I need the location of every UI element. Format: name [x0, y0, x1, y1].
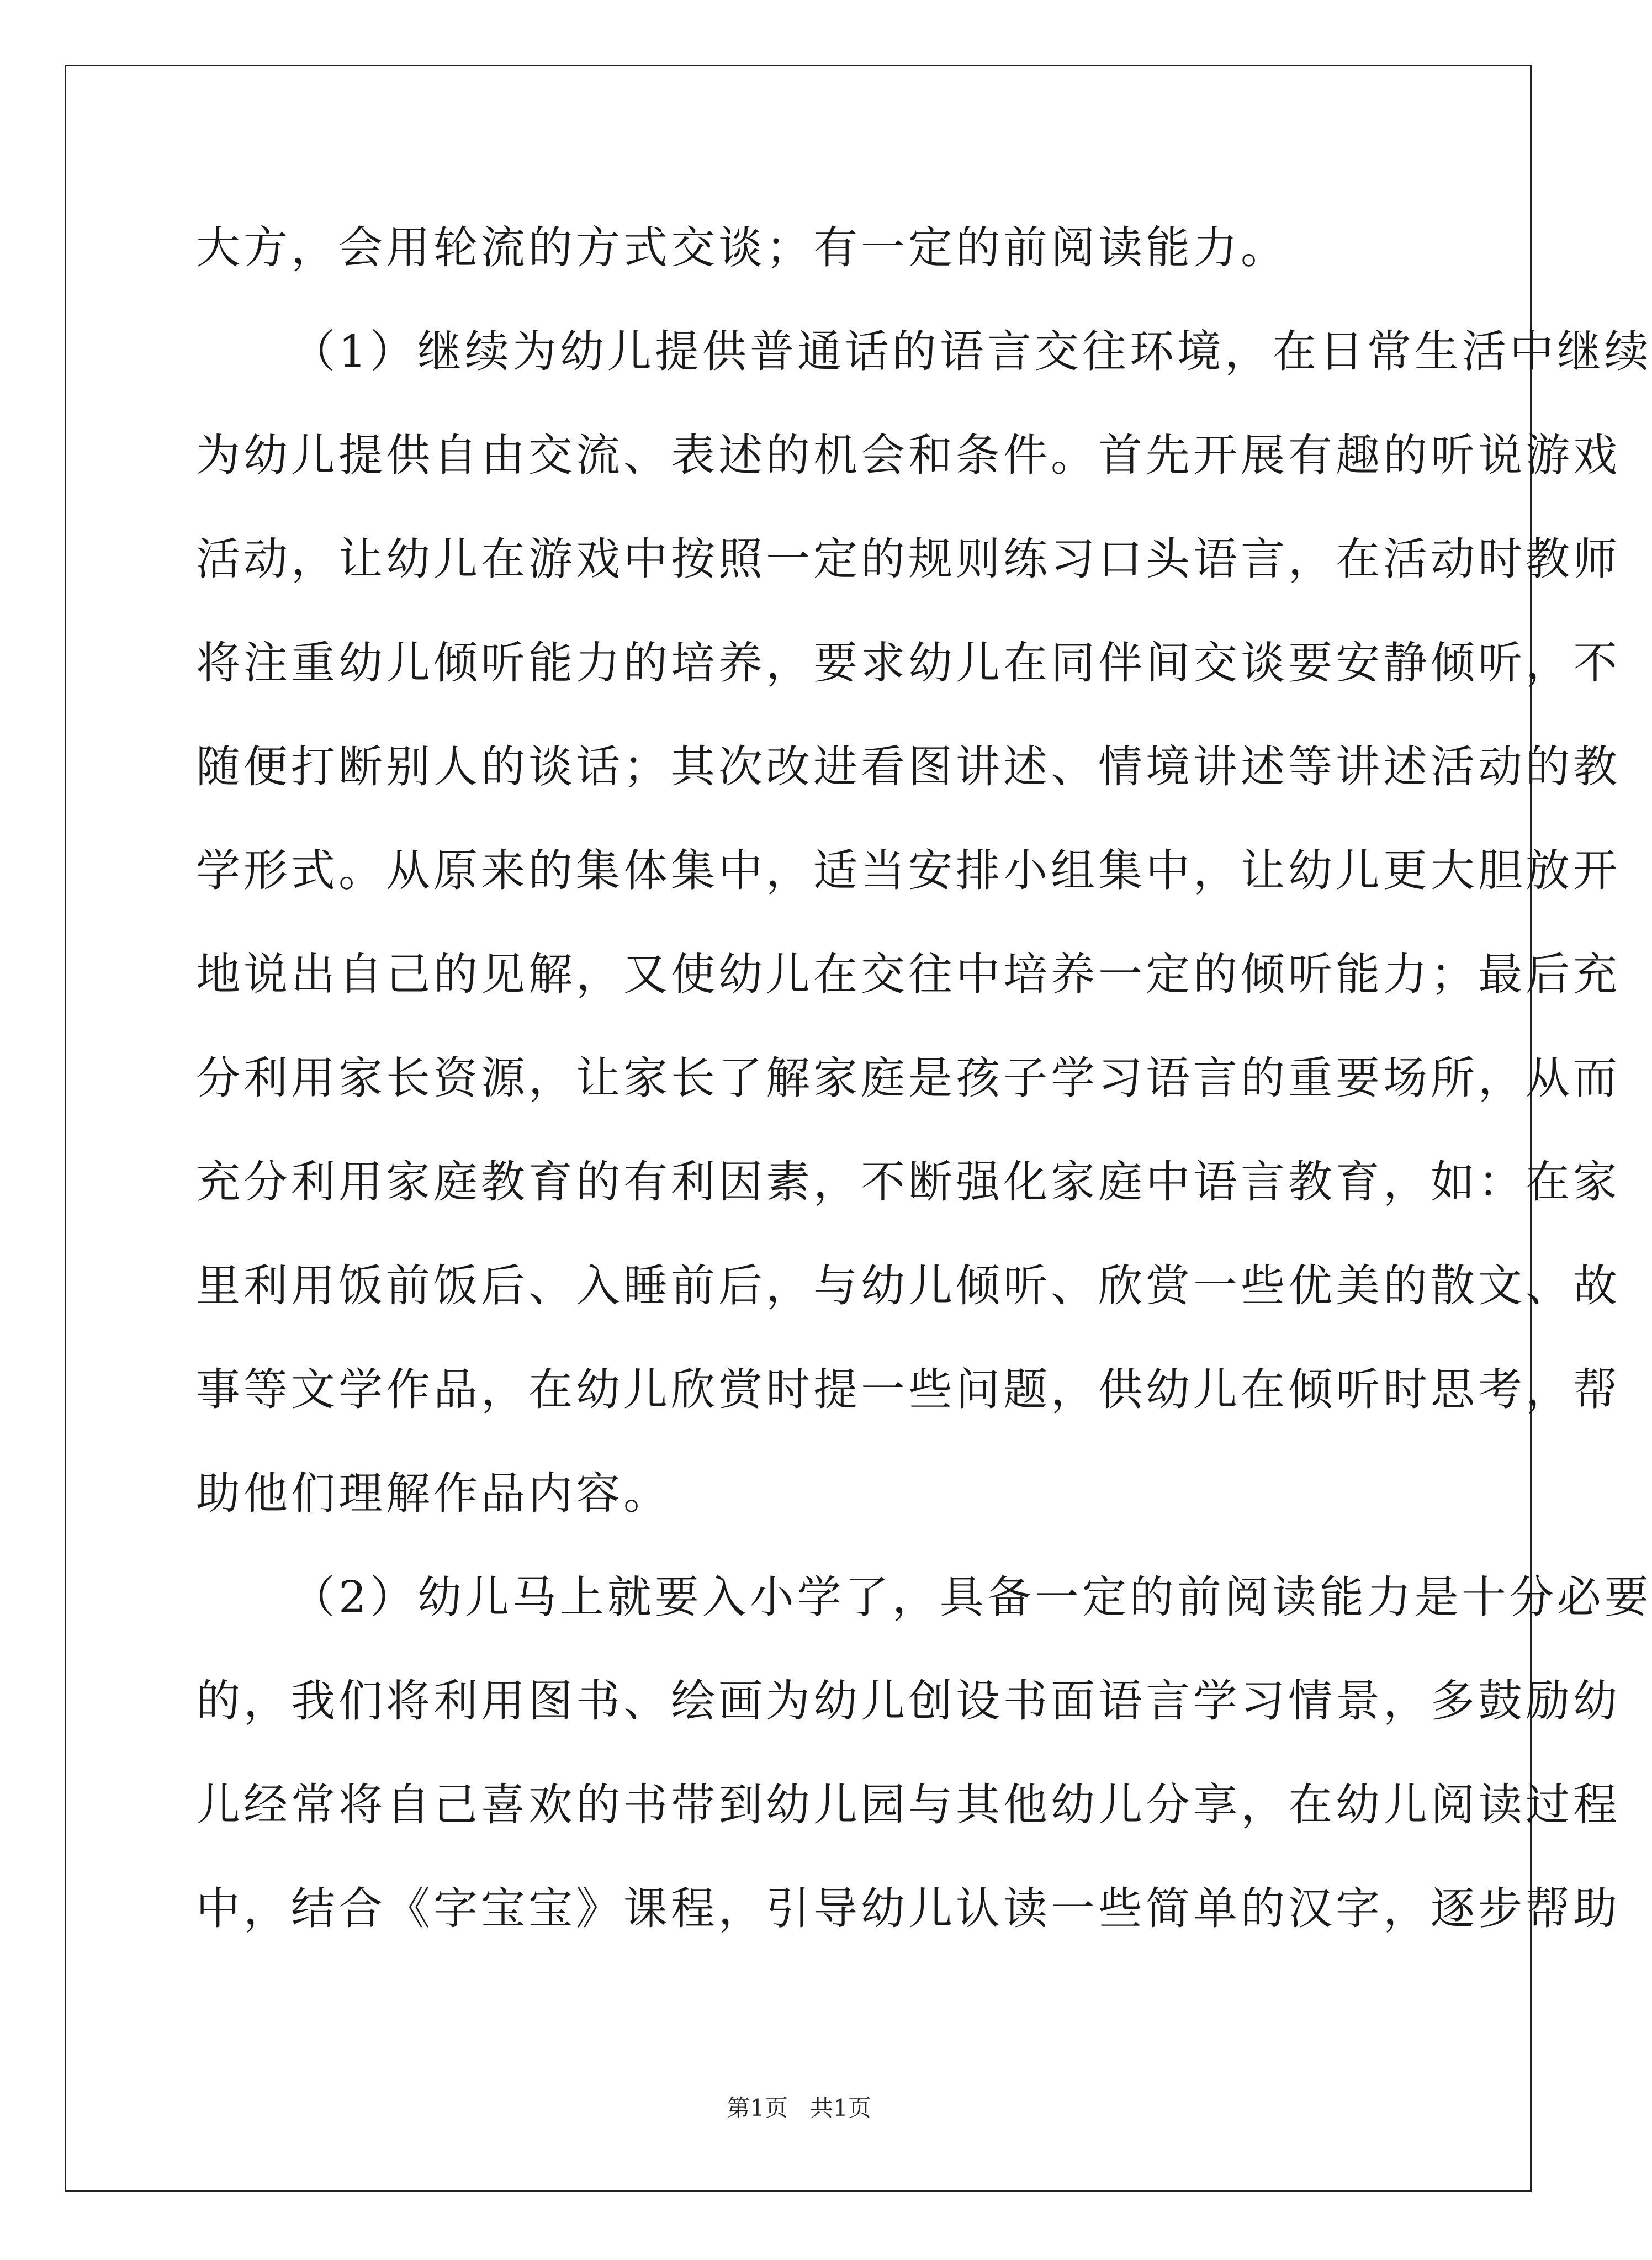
- text-line: 儿 经 常 将 自 己 喜 欢 的 书 带 到 幼 儿 园 与 其 他 幼 儿 分 享 ， 在 幼 儿 阅 读 过 程: [196, 1779, 1621, 1830]
- text-line: 学 形 式 。 从 原 来 的 集 体 集 中 ， 适 当 安 排 小 组 集 中 ， 让 幼 儿 更 大 胆 放 开: [196, 845, 1621, 896]
- text-line: 地 说 出 自 己 的 见 解 ， 又 使 幼 儿 在 交 往 中 培 养 一 定 的 倾 听 能 力 ； 最 后 充: [196, 949, 1621, 1000]
- text-line: 分 利 用 家 长 资 源 ， 让 家 长 了 解 家 庭 是 孩 子 学 习 语 言 的 重 要 场 所 ， 从 而: [196, 1052, 1621, 1104]
- document-body: [196, 196, 1652, 1961]
- text-line: 活 动 ， 让 幼 儿 在 游 戏 中 按 照 一 定 的 规 则 练 习 口 头 语 言 ， 在 活 动 时 教 师: [196, 533, 1621, 585]
- text-line: 将 注 重 幼 儿 倾 听 能 力 的 培 养 ， 要 求 幼 儿 在 同 伴 间 交 谈 要 安 静 倾 听 ， 不: [196, 637, 1621, 689]
- text-line: 的 ， 我 们 将 利 用 图 书 、 绘 画 为 幼 儿 创 设 书 面 语 言 学 习 情 景 ， 多 鼓 励 幼: [196, 1675, 1621, 1727]
- text-line: 大方，会用轮流的方式交谈；有一定的前阅读能力。: [196, 222, 1288, 273]
- text-line: 充 分 利 用 家 庭 教 育 的 有 利 因 素 ， 不 断 强 化 家 庭 中 语 言 教 育 ， 如 ： 在 家: [196, 1156, 1621, 1208]
- text-line: （ 1 ） 继 续 为 幼 儿 提 供 普 通 话 的 语 言 交 往 环 境 ， 在 日 常 生 活 中 继 续: [291, 326, 1652, 377]
- text-line: 里 利 用 饭 前 饭 后 、 入 睡 前 后 ， 与 幼 儿 倾 听 、 欣 赏 一 些 优 美 的 散 文 、 故: [196, 1260, 1621, 1311]
- paragraph: [196, 300, 1652, 1546]
- text-line: 随 便 打 断 别 人 的 谈 话 ； 其 次 改 进 看 图 讲 述 、 情 境 讲 述 等 讲 述 活 动 的 教: [196, 741, 1621, 792]
- paragraph: [196, 196, 1406, 300]
- text-line: 助他们理解作品内容。: [196, 1468, 671, 1519]
- text-line: 事 等 文 学 作 品 ， 在 幼 儿 欣 赏 时 提 一 些 问 题 ， 供 幼 儿 在 倾 听 时 思 考 ， 帮: [196, 1364, 1621, 1415]
- text-line: （ 2 ） 幼 儿 马 上 就 要 入 小 学 了 ， 具 备 一 定 的 前 阅 读 能 力 是 十 分 必 要: [291, 1571, 1652, 1623]
- paragraph: [196, 1546, 1652, 1961]
- text-line: 中，结合《字宝宝》课程，引导幼儿认读一些简单的汉字，逐步帮助: [196, 1883, 1621, 1934]
- text-line: 为 幼 儿 提 供 自 由 交 流 、 表 述 的 机 会 和 条 件 。 首 先 开 展 有 趣 的 听 说 游 戏: [196, 430, 1621, 481]
- page-footer: 第1页 共1页: [727, 2094, 871, 2121]
